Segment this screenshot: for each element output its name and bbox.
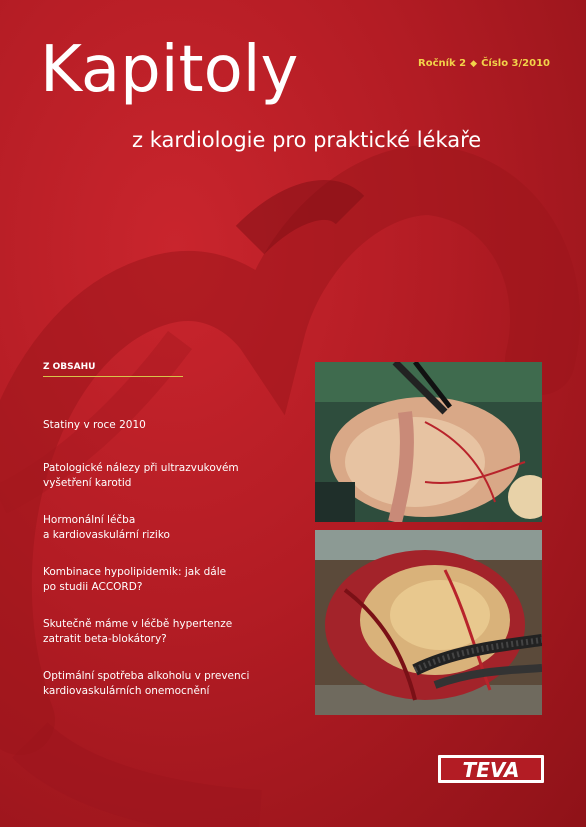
contents-list: [43, 418, 293, 699]
magazine-subtitle: z kardiologie pro praktické lékaře: [132, 128, 482, 152]
teva-logo-text: TEVA: [462, 758, 520, 782]
issue-info: [418, 58, 550, 69]
contents-item: Statiny v roce 2010: [43, 419, 146, 431]
contents-item: Kombinace hypolipidemik: jak dále po studii ACCORD?: [43, 566, 227, 593]
diamond-separator-icon: ◆: [470, 58, 478, 69]
contents-heading: Z OBSAHU: [43, 362, 183, 377]
contents-item: Hormonální léčba a kardiovaskulární riziko: [43, 514, 170, 541]
contents-item: Skutečně máme v léčbě hypertenze zatratit beta-blokátory?: [43, 618, 233, 645]
contents-item: Optimální spotřeba alkoholu v prevenci kardiovaskulárních onemocnění: [43, 670, 250, 697]
teva-logo: [438, 755, 544, 783]
issue-number-label: Číslo 3/2010: [481, 58, 551, 69]
magazine-title: Kapitoly: [40, 33, 299, 107]
surgical-photo-carotid: [315, 362, 542, 522]
surgical-photo-heart: [315, 530, 542, 715]
contents-item: Patologické nálezy při ultrazvukovém vyšetření karotid: [43, 462, 239, 489]
volume-label: Ročník 2: [418, 58, 467, 69]
